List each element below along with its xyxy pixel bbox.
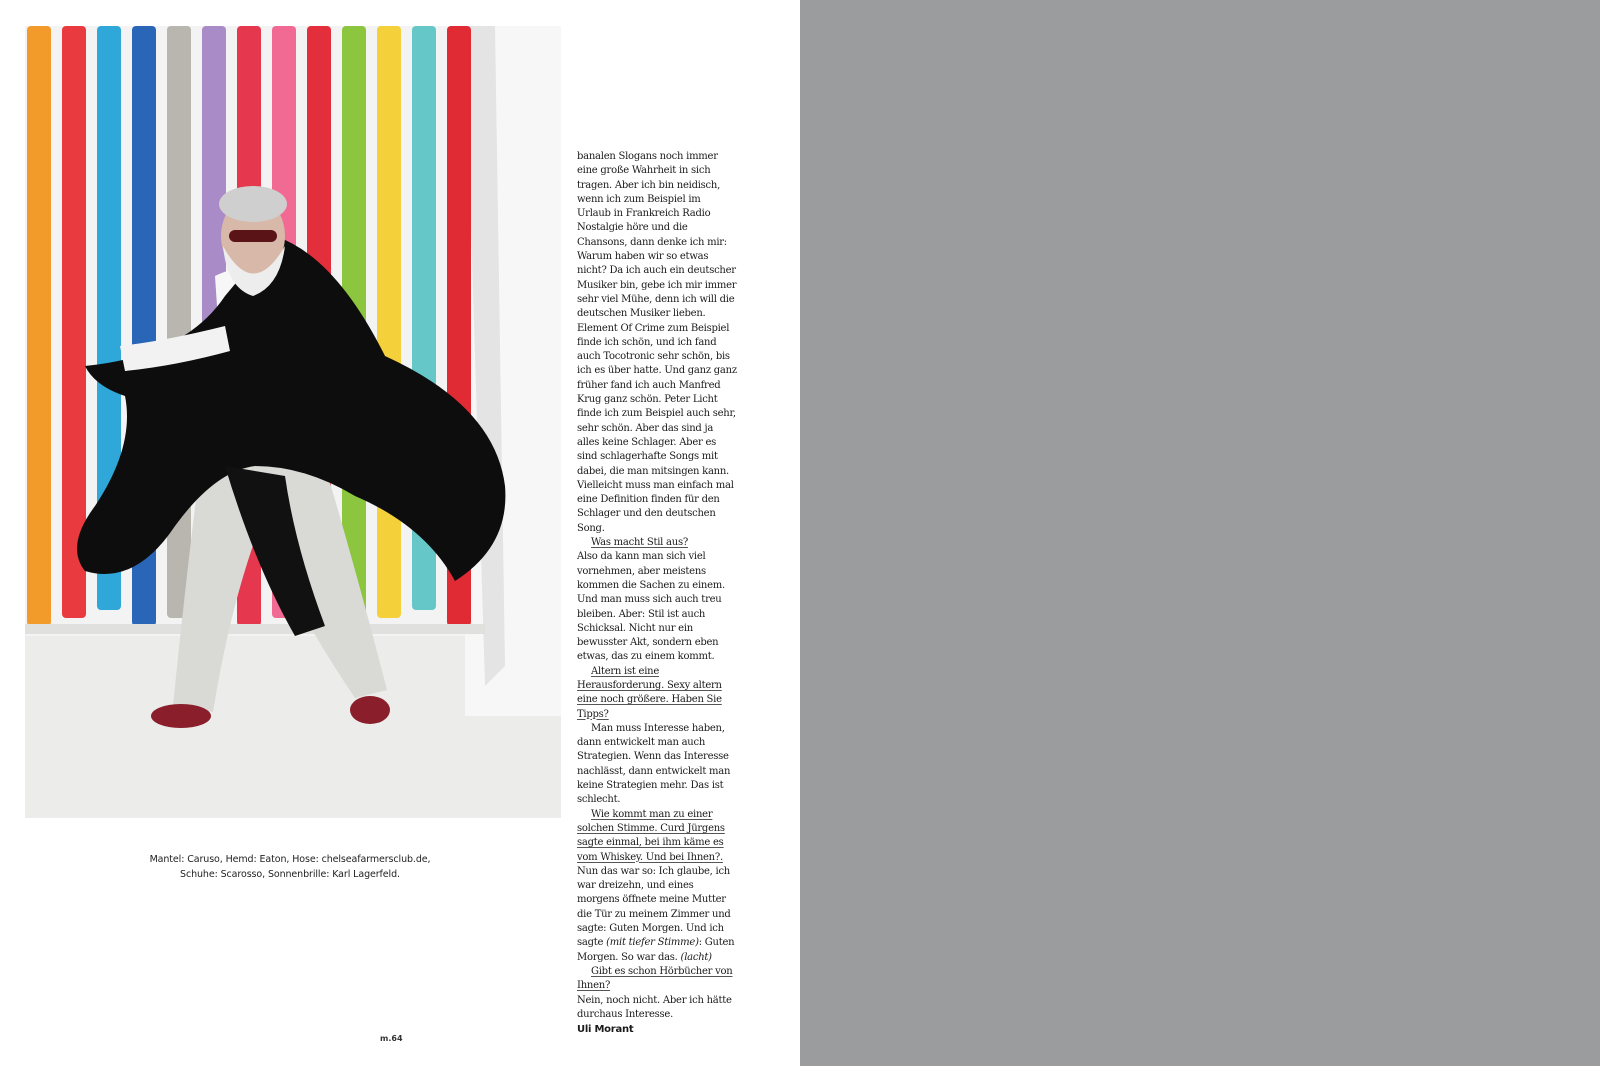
page-number: m.64 [380,1034,403,1043]
caption-line-1: Mantel: Caruso, Hemd: Eaton, Hose: chelseafarmersclub.de, [149,854,431,865]
photo-illustration [25,26,561,818]
photo-shelf [25,624,485,634]
answer-aging: Man muss Interesse haben, dann entwickelt man auch Strategien. Wenn das Interesse nachlässt, dann entwickelt man keine Strategien mehr. Das ist schlecht. [577,722,731,806]
fashion-photo [25,26,561,818]
color-stripe [377,26,401,618]
answer-voice [577,865,737,965]
right-page-gray [800,0,1600,1066]
photo-hair [219,186,287,222]
answer-audiobooks: Nein, noch nicht. Aber ich hätte durchaus Interesse. [577,994,732,1020]
photo-shoe-right [350,696,390,724]
answer-voice-italic-1: (mit tiefer Stimme) [606,937,699,949]
question-voice: Wie kommt man zu einer solchen Stimme. Curd Jürgens sagte einmal, bei ihm käme es vom Whiskey. Und bei Ihnen?. [577,808,725,863]
answer-voice-italic-2: (lacht) [680,951,712,963]
article-column [577,150,737,1037]
photo-sunglasses [229,230,277,242]
caption-line-2: Schuhe: Scarosso, Sonnenbrille: Karl Lagerfeld. [180,869,400,880]
author-name: Uli Morant [577,1024,634,1036]
photo-caption [140,852,440,882]
answer-style: Also da kann man sich viel vornehmen, aber meistens kommen die Sachen zu einem. Und man muss sich auch treu bleiben. Aber: Stil ist auch Schicksal. Nicht nur ein bewusster Akt, sondern eben etwas, das zu einem kommt. [577,551,725,663]
answer-paragraph: banalen Slogans noch immer eine große Wahrheit in sich tragen. Aber ich bin neidisch, wenn ich zum Beispiel im Urlaub in Frankreich Radio Nostalgie höre und die Chansons, dann denke ich mir: Warum haben wir so etwas nicht? Da ich auch ein deutscher Musiker bin, gebe ich mir immer sehr viel Mühe, denn ich will die deutschen Musiker lieben. Element Of Crime zum Beispiel finde ich schön, und ich fand auch Tocotronic sehr schön, bis ich es über hatte. Und ganz ganz früher fand ich auch Manfred Krug ganz schön. Peter Licht finde ich zum Beispiel auch sehr, sehr schön. Aber das sind ja alles keine Schlager. Aber es sind schlagerhafte Songs mit dabei, die man mitsingen kann. Vielleicht muss man einfach mal eine Definition finden für den Schlager und den deutschen Song. [577,151,737,534]
question-style: Was macht Stil aus? [591,537,688,549]
answer-voice-start: Nun das war so: Ich glaube, ich war dreizehn, und eines morgens öffnete meine Mutter die Tür zu meinem Zimmer und sagte: Guten Morgen. Und ich sagte [577,865,731,949]
question-audiobooks: Gibt es schon Hörbücher von Ihnen? [577,965,733,992]
question-aging: Altern ist eine Herausforderung. Sexy altern eine noch größere. Haben Sie Tipps? [577,665,722,720]
color-stripe [27,26,51,626]
answer-voice-mid: : Guten Morgen. So war das. [577,937,735,963]
photo-shoe-left [151,704,211,728]
